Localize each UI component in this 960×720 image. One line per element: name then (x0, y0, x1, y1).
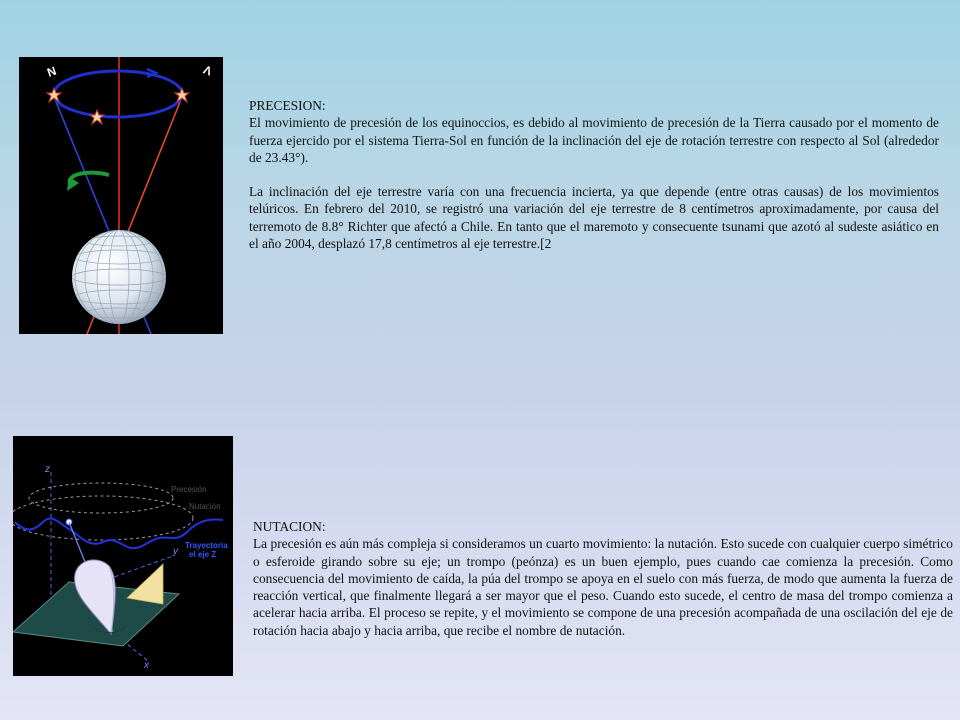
label-trayectoria-2: el eje Z (189, 550, 217, 559)
label-nutacion: Nutación (189, 502, 221, 511)
precession-paragraph-2: La inclinación del eje terrestre varía con una frecuencia incierta, ya que depende (entre otras causas) de los movimientos telúricos. En febrero del 2010, se registró una variación del eje terrestre de 8 centímetros aproximadamente, por causa del terremoto de 8.8° Richter que afectó a Chile. En tanto que el maremoto y consecuente tsunami que azotó al sudeste asiático en el año 2004, desplazó 17,8 centímetros al eje terrestre.[2 (249, 184, 939, 252)
precession-heading: PRECESION: (249, 98, 326, 113)
precession-orbit (54, 71, 182, 117)
nutation-diagram (13, 436, 233, 676)
label-n: N (45, 63, 59, 80)
nutation-section (253, 518, 953, 639)
precession-ellipse (29, 483, 173, 513)
star-icon (47, 88, 61, 102)
nutation-heading: NUTACION: (253, 519, 326, 534)
label-v: V (201, 62, 214, 79)
rotation-arrowhead-icon (67, 177, 79, 191)
label-precesion: Precesión (171, 485, 207, 494)
label-y: y (173, 546, 178, 557)
earth-globe (72, 230, 166, 324)
precession-diagram (19, 57, 223, 334)
star-icon (175, 88, 189, 102)
nutation-ellipse (13, 496, 193, 540)
star-icon (90, 110, 104, 124)
nutation-paragraph: La precesión es aún más compleja si consideramos un cuarto movimiento: la nutación. Esto sucede con cualquier cuerpo simétrico o esferoide girando sobre su eje; un trompo (peónza) es un buen ejemplo, pues cuando cae comienza la precesión. Como consecuencia del movimiento de caída, la púa del trompo se apoya en el suelo con más fuerza, de modo que aumenta la fuerza de reacción vertical, que finalmente llegará a ser mayor que el peso. Cuando esto sucede, el centro de masa del trompo comienza a acelerar hacia arriba. El proceso se repite, y el movimiento se compone de una precesión acompañada de una oscilación del eje de rotación hacia abajo y hacia arriba, que recibe el nombre de nutación. (253, 536, 953, 638)
precession-section (249, 97, 939, 252)
label-z: z (45, 464, 50, 475)
shadow-triangle (127, 564, 163, 604)
label-trayectoria-1: Trayectoria (185, 541, 228, 550)
precession-paragraph-1: El movimiento de precesión de los equinoccios, es debido al movimiento de precesión de la Tierra causado por el momento de fuerza ejercido por el sistema Tierra-Sol en función de la inclinación del eje de rotación terrestre con respecto al Sol (alrededor de 23.43°). (249, 115, 939, 165)
label-x: x (144, 660, 149, 671)
